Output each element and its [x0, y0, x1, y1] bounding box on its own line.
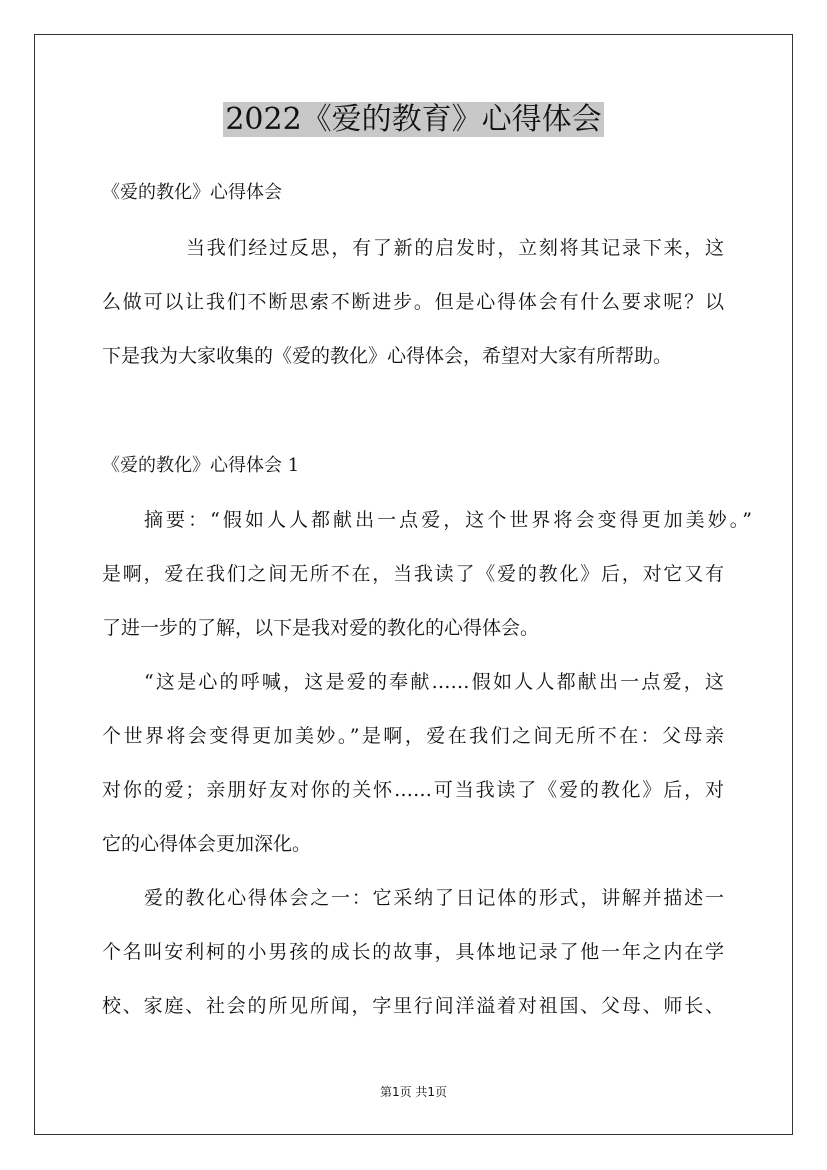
- title-text: 2022《爱的教育》心得体会: [225, 102, 602, 137]
- paragraph-line: 了进一步的了解，以下是我对爱的教化的心得体会。: [102, 617, 540, 639]
- paragraph-line: 爱的教化心得体会之一：它采纳了日记体的形式，讲解并描述一: [144, 887, 724, 909]
- paragraph-line: 是啊，爱在我们之间无所不在，当我读了《爱的教化》后，对它又有: [102, 563, 724, 585]
- intro-line: 当我们经过反思，有了新的启发时，立刻将其记录下来，这: [186, 237, 724, 259]
- document-title: [0, 100, 827, 140]
- section-heading: 《爱的教化》心得体会: [102, 182, 282, 203]
- paragraph-line: 校、家庭、社会的所见所闻，字里行间洋溢着对祖国、父母、师长、: [102, 995, 724, 1017]
- page-footer: 第1页 共1页: [379, 1085, 448, 1099]
- intro-line: 下是我为大家收集的《爱的教化》心得体会，希望对大家有所帮助。: [102, 345, 673, 367]
- paragraph-line: 个世界将会变得更加美妙。”是啊，爱在我们之间无所不在：父母亲: [102, 725, 724, 747]
- sub-heading: 《爱的教化》心得体会 1: [102, 455, 300, 476]
- paragraph-line: 个名叫安利柯的小男孩的成长的故事，具体地记录了他一年之内在学: [102, 941, 724, 963]
- paragraph-line: 对你的爱；亲朋好友对你的关怀……可当我读了《爱的教化》后，对: [102, 779, 724, 801]
- paragraph-line: 它的心得体会更加深化。: [102, 833, 312, 855]
- paragraph-line: 摘要：“假如人人都献出一点爱，这个世界将会变得更加美妙。”: [144, 509, 752, 531]
- intro-line: 么做可以让我们不断思索不断进步。但是心得体会有什么要求呢？以: [102, 291, 724, 313]
- paragraph-line: “这是心的呼喊，这是爱的奉献……假如人人都献出一点爱，这: [144, 671, 724, 693]
